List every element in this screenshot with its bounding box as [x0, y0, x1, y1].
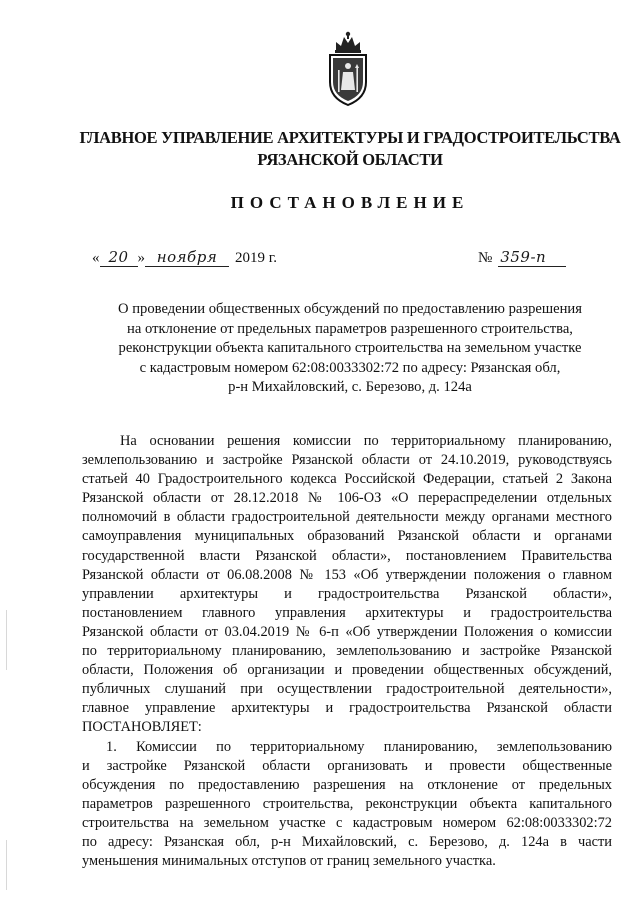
- body-line: полномочий в области градостроительной деятельности между органами местного: [82, 509, 612, 526]
- body-line: управлении архитектуры и градостроительства Рязанской области»,: [82, 585, 612, 602]
- scan-margin-line: [6, 610, 7, 670]
- body-line: публичных слушаний при осуществлении градостроительной деятельности»,: [82, 681, 612, 698]
- subject-line: реконструкции объекта капитального строительства на земельном участке: [118, 340, 582, 356]
- document-subject: [70, 300, 630, 398]
- ryazan-coat-of-arms-icon: [326, 30, 370, 108]
- document-number: [478, 248, 566, 267]
- body-line: области, Положения об организации и проведении общественных обсуждений,: [82, 662, 612, 679]
- item1-line: обсуждения по предоставлению разрешения на отклонение от предельных: [82, 776, 612, 793]
- body-line: постановлением главного управления архитектуры и градостроительства: [82, 604, 612, 621]
- document-body: [82, 432, 612, 871]
- number-label: №: [478, 250, 493, 266]
- subject-line: с кадастровым номером 62:08:0033302:72 по адресу: Рязанская обл,: [139, 359, 561, 376]
- item1-line: и застройке Рязанской области организовать и провести общественные: [82, 757, 612, 774]
- body-line: Рязанской области от 28.12.2018 № 106-ОЗ «О перераспределении отдельных: [82, 490, 612, 507]
- item1-line: 1. Комиссии по территориальному планированию, землепользованию: [106, 738, 612, 755]
- date-year: 2019 г.: [235, 250, 277, 266]
- body-line: Рязанской области от 06.08.2008 № 153 «Об утверждении положения о главном: [82, 566, 612, 583]
- item1-line: уменьшения минимальных отступов от границ земельного участка.: [82, 853, 496, 870]
- scan-margin-line: [6, 840, 7, 890]
- document-date: [92, 248, 277, 267]
- body-line: Рязанской области от 03.04.2019 № 6-п «Об утверждении Положения о комиссии: [82, 623, 612, 640]
- item1-line: по адресу: Рязанская обл, р-н Михайловский, с. Березово, д. 124а в части: [82, 833, 612, 850]
- date-month-handwritten: ноября: [145, 248, 229, 267]
- body-line: главное управление архитектуры и градостроительства Рязанской области: [82, 700, 612, 717]
- body-line: На основании решения комиссии по территориальному планированию,: [120, 433, 612, 449]
- date-quote-open: «: [92, 250, 100, 266]
- body-line: государственной власти Рязанской области», постановлением Правительства: [82, 547, 612, 564]
- date-quote-close: »: [137, 250, 145, 266]
- item1-line: строительства на земельном участке с кадастровым номером 62:08:0033302:72: [82, 814, 612, 831]
- document-type-title: ПОСТАНОВЛЕНИЕ: [230, 193, 470, 212]
- number-handwritten: 359-п: [498, 248, 566, 267]
- subject-line: О проведении общественных обсуждений по предоставлению разрешения: [118, 301, 582, 317]
- body-line: самоуправления муниципальных образований Рязанской области и органами: [82, 528, 612, 545]
- body-line: статьей 40 Градостроительного кодекса Российской Федерации, статьей 2 Закона: [82, 471, 612, 488]
- body-line: по территориальному планированию, землепользованию и застройке Рязанской: [82, 643, 612, 660]
- body-line-resolves: ПОСТАНОВЛЯЕТ:: [82, 719, 202, 736]
- organization-name-line1: ГЛАВНОЕ УПРАВЛЕНИЕ АРХИТЕКТУРЫ И ГРАДОСТРОИТЕЛЬСТВА: [79, 128, 621, 147]
- date-day-handwritten: 20: [100, 248, 138, 267]
- subject-line: р-н Михайловский, с. Березово, д. 124а: [228, 379, 472, 395]
- item1-line: параметров разрешенного строительства, реконструкции объекта капитального: [82, 795, 612, 812]
- subject-line: на отклонение от предельных параметров разрешенного строительства,: [127, 320, 573, 337]
- body-line: землепользованию и застройке Рязанской области от 24.10.2019, руководствуясь: [82, 452, 612, 469]
- organization-name-line2: РЯЗАНСКОЙ ОБЛАСТИ: [257, 150, 443, 169]
